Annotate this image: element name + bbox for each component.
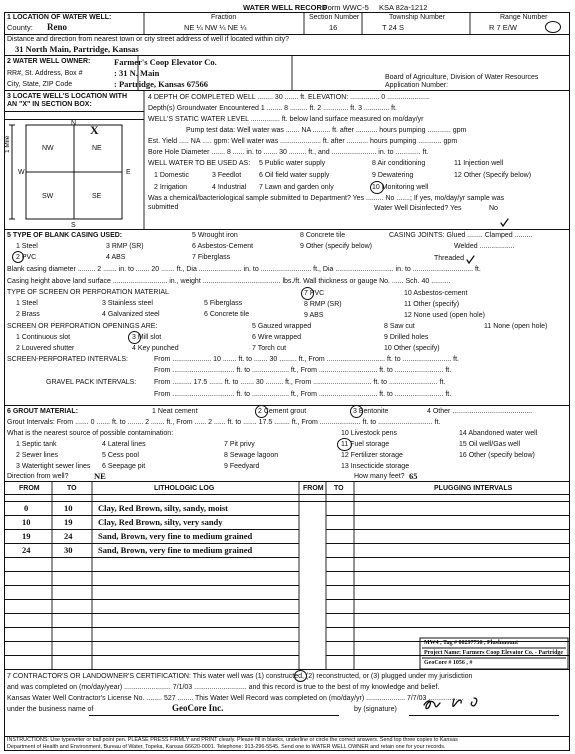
casing-6[interactable]: 6 Asbestos-Cement [192, 243, 254, 250]
disinfected-no[interactable]: No [489, 205, 498, 212]
gravel-pack-interval-1[interactable]: From .......... 17.5 ....... ft. to ....... 30 ......... ft., From .............................. ft. to ......................... ft. [154, 379, 446, 386]
log-row-2-to[interactable]: 19 [64, 517, 73, 527]
screen-9[interactable]: 9 ABS [304, 312, 324, 319]
section-number-value[interactable]: 16 [329, 23, 338, 32]
log-row-3-description[interactable]: Sand, Brown, very fine to medium grained [98, 531, 253, 541]
township-value[interactable]: T 24 S [382, 23, 404, 32]
stamp-line-2: Project Name: Farmers Coop Elevator Co. - Partridge [424, 650, 564, 656]
checkmark-threaded [467, 256, 474, 263]
casing-joints-row[interactable]: CASING JOINTS: Glued ........ Clamped ......... [389, 232, 533, 239]
opening-5[interactable]: 5 Gauzed wrapped [252, 323, 312, 330]
quadrant-sw: SW [42, 193, 54, 200]
gravel-pack-label: GRAVEL PACK INTERVALS: [46, 379, 137, 386]
county-value[interactable]: Reno [47, 22, 67, 32]
city-label: City, State, ZIP Code [7, 81, 73, 88]
use-option-1[interactable]: 1 Domestic [154, 172, 190, 179]
groundwater-depth-row[interactable]: Depth(s) Groundwater Encountered 1 ........ 8 ......... ft. 2 ............. ft. 3 ............. ft. [148, 105, 397, 112]
log-header-lithologic: LITHOLOGIC LOG [154, 485, 215, 492]
log-header-plugging: PLUGGING INTERVALS [434, 485, 513, 492]
grout-1[interactable]: 1 Neat cement [152, 408, 198, 415]
screen-6[interactable]: 6 Concrete tile [204, 311, 250, 318]
water-well-record-form [4, 3, 570, 751]
casing-4[interactable]: 4 ABS [106, 254, 126, 261]
use-option-6[interactable]: 6 Oil field water supply [259, 172, 330, 179]
grout-2[interactable]: 2 Cement grout [258, 408, 307, 415]
casing-9[interactable]: 9 Other (specify below) [300, 243, 372, 250]
checkmark-disinfected [501, 219, 508, 226]
opening-1[interactable]: 1 Continuous slot [16, 334, 71, 341]
submitted-label: submitted [148, 204, 179, 211]
opening-3[interactable]: 3 Mill slot [132, 334, 162, 341]
certification-line-2[interactable]: and was completed on (mo/day/year) ........................ 7/1/03 ........................... and this record is true to the best of my knowledge and belief. [7, 684, 440, 691]
opening-3-circle [128, 331, 141, 344]
how-many-feet-label: How many feet? [354, 473, 405, 480]
log-row-4-description[interactable]: Sand, Brown, very fine to medium grained [98, 545, 253, 555]
contam-7[interactable]: 7 Pit privy [224, 441, 255, 448]
contam-11-circle [337, 438, 352, 451]
contam-5[interactable]: 5 Cess pool [102, 452, 139, 459]
application-number-label: Application Number: [385, 82, 449, 89]
pump-test-row[interactable]: Pump test data: Well water was ....... NA ......... ft. after ........... hours pumping ............ gpm [186, 127, 467, 134]
city-value[interactable]: : Partridge, Kansas 67566 [114, 79, 208, 89]
opening-6[interactable]: 6 Wire wrapped [252, 334, 302, 341]
township-label: Township Number [389, 14, 446, 21]
form-title: WATER WELL RECORD [243, 3, 328, 12]
contam-14[interactable]: 14 Abandoned water well [459, 430, 538, 437]
use-option-7[interactable]: 7 Lawn and garden only [259, 184, 334, 191]
screen-material-title: TYPE OF SCREEN OR PERFORATION MATERIAL [7, 289, 169, 296]
screen-8[interactable]: 8 RMP (SR) [304, 301, 342, 308]
log-row-3-to[interactable]: 24 [64, 531, 73, 541]
section-1-title: 1 LOCATION OF WATER WELL: [7, 14, 112, 21]
quadrant-nw: NW [42, 145, 54, 152]
contam-10[interactable]: 10 Livestock pens [341, 430, 398, 437]
bacteriological-sample-row[interactable]: Was a chemical/bacteriological sample submitted to Department? Yes ......... No .......; If yes, mo/day/yr sample was [148, 195, 505, 202]
range-label: Range Number [500, 14, 548, 21]
static-water-level-row[interactable]: WELL'S STATIC WATER LEVEL ............... ft. below land surface measured on mo/day/yr [148, 116, 424, 123]
estimated-yield-row[interactable]: Est. Yield ..... NA ..... gpm: Well water was ..................... ft. after ........... hours pumping ............ gpm [148, 138, 458, 145]
section-3-title: 3 LOCATE WELL'S LOCATION WITH AN "X" IN SECTION BOX: [7, 93, 128, 108]
gravel-pack-interval-2[interactable]: From ................................ ft. to ................... ft., From .............................. ft. to ......................... ft. [154, 391, 452, 398]
log-row-2-from[interactable]: 10 [22, 517, 31, 527]
screen-2[interactable]: 2 Brass [16, 311, 40, 318]
screen-11[interactable]: 11 Other (specify) [404, 301, 460, 308]
contam-13[interactable]: 13 Insecticide storage [341, 463, 410, 470]
perforated-intervals-label: SCREEN-PERFORATED INTERVALS: [7, 356, 128, 363]
grout-intervals-row[interactable]: Grout Intervals: From ....... 0 ....... ft. to ........ 2 ....... ft., From ...... 2 ...... ft. to ....... 17.5 ........ ft., From ..................... ft. to ............................ ft. [7, 419, 441, 426]
casing-height-row[interactable]: Casing height above land surface ............................ in., weight ........................................ lbs./ft. Wall thickness or gauge No. ...... Sch. 40 .......... [7, 278, 451, 285]
contam-11[interactable]: 11 Fuel storage [341, 441, 390, 448]
use-option-9[interactable]: 9 Dewatering [372, 172, 414, 179]
screen-10[interactable]: 10 Asbestos-cement [404, 290, 468, 297]
contamination-label: What is the nearest source of possible contamination: [7, 430, 174, 437]
log-row-3-from[interactable]: 19 [22, 531, 31, 541]
form-number: Form WWC-5 [323, 3, 369, 12]
casing-2[interactable]: 2 PVC [16, 254, 37, 261]
log-row-4-from[interactable]: 24 [22, 545, 31, 555]
quadrant-se: SE [92, 193, 102, 200]
section-5-title: 5 TYPE OF BLANK CASING USED: [7, 232, 123, 239]
disinfected-label: Water Well Disinfected? Yes [374, 205, 462, 212]
contam-16[interactable]: 16 Other (specify below) [459, 452, 535, 459]
contam-6[interactable]: 6 Seepage pit [102, 463, 146, 470]
screen-4[interactable]: 4 Galvanized steel [102, 311, 160, 318]
signature-label: by (signature) [354, 706, 397, 713]
quadrant-ne: NE [92, 145, 102, 152]
form-ksa: KSA 82a-1212 [379, 3, 428, 12]
casing-welded[interactable]: Welded .................. [454, 243, 515, 250]
opening-2[interactable]: 2 Louvered shutter [16, 345, 75, 352]
use-option-12[interactable]: 12 Other (Specify below) [454, 172, 532, 179]
log-row-4-to[interactable]: 30 [64, 545, 73, 555]
business-name-label: under the business name of [7, 706, 94, 713]
casing-7[interactable]: 7 Fiberglass [192, 254, 231, 261]
log-row-1-from[interactable]: 0 [24, 503, 29, 513]
how-many-feet-value[interactable]: 65 [409, 471, 418, 481]
compass-east: E [126, 169, 131, 176]
county-label: County: [7, 23, 33, 32]
board-label: Board of Agriculture, Division of Water Resources [385, 74, 539, 81]
stamp-line-3: GeoCore # 1056 , # [424, 660, 473, 666]
bore-hole-row[interactable]: Bore Hole Diameter ....... 8 ...... in. to ....... 30 ......... ft., and ....................... in. to ............. ft. [148, 149, 429, 156]
screen-7-circle [301, 287, 314, 300]
use-option-8[interactable]: 8 Air conditioning [372, 160, 426, 167]
contam-2[interactable]: 2 Sewer lines [16, 452, 59, 459]
screen-7[interactable]: 7 PVC [304, 290, 325, 297]
distance-label: Distance and direction from nearest town or city street address of well if located within city? [7, 36, 290, 43]
instructions-line-2: Department of Health and Environment, Bureau of Water, Topeka, Kansas 66620-0001. Telephone: 913-296-5545. Send one to WATER WELL OWNER and retain one for your records. [7, 744, 446, 750]
grout-4[interactable]: 4 Other ......................................... [427, 408, 533, 415]
use-option-11[interactable]: 11 Injection well [454, 160, 504, 167]
contam-8[interactable]: 8 Sewage lagoon [224, 452, 279, 459]
compass-north: N [71, 120, 77, 127]
use-option-5[interactable]: 5 Public water supply [259, 160, 326, 167]
direction-label: Direction from well? [7, 473, 69, 480]
opening-7[interactable]: 7 Torch cut [252, 345, 287, 352]
casing-3[interactable]: 3 RMP (SR) [106, 243, 144, 250]
contam-12[interactable]: 12 Fertilizer storage [341, 452, 403, 459]
opening-8[interactable]: 8 Saw cut [384, 323, 415, 330]
log-header-from: FROM [19, 485, 40, 492]
use-option-3[interactable]: 3 Feedlot [212, 172, 242, 179]
log-row-1-description[interactable]: Clay, Red Brown, silty, sandy, moist [98, 503, 228, 513]
street-address-value[interactable]: : 31 N. Main [114, 68, 160, 78]
casing-threaded[interactable]: Threaded [434, 255, 464, 262]
range-value[interactable]: R 7 E/W [489, 23, 517, 32]
use-option-10[interactable]: 10 Monitoring well [372, 184, 429, 191]
use-option-2[interactable]: 2 Irrigation [154, 184, 188, 191]
log-header-plug-from: FROM [303, 485, 324, 492]
certification-1-circle [294, 670, 307, 682]
log-row-1-to[interactable]: 10 [64, 503, 73, 513]
grout-3-circle [350, 405, 363, 418]
stamp-line-1: MW4 , Tag # 00297736 , Flushmount [424, 640, 519, 646]
instructions-line-1: INSTRUCTIONS: Use typewriter or ball point pen. PLEASE PRESS FIRMLY and PRINT clearly. Please fill in blanks, underline or circle the correct answers. Send top three copies to Kansas [7, 737, 458, 743]
perforated-interval-2[interactable]: From ................................ ft. to ................... ft., From .............................. ft. to ......................... ft. [154, 367, 452, 374]
direction-value[interactable]: NE [94, 471, 106, 481]
section-2-title: 2 WATER WELL OWNER: [7, 58, 91, 65]
business-name-underline [89, 715, 339, 716]
owner-value[interactable]: Farmer's Coop Elevator Co. [114, 57, 217, 67]
contam-3[interactable]: 3 Watertight sewer lines [16, 463, 91, 470]
log-header-to: TO [67, 485, 77, 492]
use-option-4[interactable]: 4 Industrial [212, 184, 247, 191]
opening-10[interactable]: 10 Other (specify) [384, 345, 440, 352]
casing-2-circle [12, 251, 24, 263]
casing-diameter-row[interactable]: Blank casing diameter ......... 2 ....... in. to ....... 20 ....... ft., Dia ...................... in. to .......................... ft., Dia .............................. in. to ............................... ft. [7, 266, 481, 273]
screen-1[interactable]: 1 Steel [16, 300, 38, 307]
screen-3[interactable]: 3 Stainless steel [102, 300, 153, 307]
casing-1[interactable]: 1 Steel [16, 243, 38, 250]
location-x-mark[interactable]: X [90, 123, 99, 137]
water-use-label: WELL WATER TO BE USED AS: [148, 160, 251, 167]
opening-9[interactable]: 9 Drilled holes [384, 334, 429, 341]
address-label: RR#, St. Address, Box # [7, 70, 83, 77]
certification-line-3[interactable]: Kansas Water Well Contractor's License No. ........ 527 ........ This Water Well Record was completed on (mo/day/yr) .................... 7/7/03 .................. [7, 695, 464, 702]
one-mile-scale-label: 1 Mile [4, 135, 11, 153]
log-row-2-description[interactable]: Clay, Red Brown, silty, very sandy [98, 517, 223, 527]
section-6-title: 6 GROUT MATERIAL: [7, 408, 79, 415]
perforated-interval-1[interactable]: From .................... 10 ....... ft. to ....... 30 ......... ft., From .............................. ft. to ......................... ft. [154, 356, 459, 363]
contam-15[interactable]: 15 Oil well/Gas well [459, 441, 521, 448]
depth-completed-row[interactable]: 4 DEPTH OF COMPLETED WELL ........ 30 ....... ft. ELEVATION: ............... 0 ...................... [148, 94, 430, 101]
log-header-plug-to: TO [334, 485, 344, 492]
casing-8[interactable]: 8 Concrete tile [300, 232, 346, 239]
compass-south: S [71, 222, 76, 229]
grout-3[interactable]: 3 Bentonite [353, 408, 389, 415]
fraction-value[interactable]: NE ¼ NW ¼ NE ¼ [184, 23, 247, 32]
business-name-value[interactable]: GeoCore Inc. [172, 703, 224, 713]
screen-5[interactable]: 5 Fiberglass [204, 300, 243, 307]
contam-1[interactable]: 1 Septic tank [16, 441, 57, 448]
contam-4[interactable]: 4 Lateral lines [102, 441, 146, 448]
address-value[interactable]: 31 North Main, Partridge, Kansas [15, 44, 139, 54]
signature-line [409, 715, 559, 716]
contam-9[interactable]: 9 Feedyard [224, 463, 260, 470]
openings-title: SCREEN OR PERFORATION OPENINGS ARE: [7, 323, 158, 330]
compass-west: W [18, 169, 25, 176]
use-10-circle [370, 181, 384, 194]
screen-12[interactable]: 12 None used (open hole) [404, 312, 485, 319]
grout-2-circle [255, 405, 268, 418]
casing-5[interactable]: 5 Wrought iron [192, 232, 238, 239]
fraction-label: Fraction [211, 14, 237, 21]
section-number-label: Section Number [309, 14, 360, 21]
certification-line-1: 7 CONTRACTOR'S OR LANDOWNER'S CERTIFICATION: This water well was (1) constructed, (2) reconstructed, or (3) plugged under my jurisdiction [7, 673, 473, 680]
range-e-w-circle [545, 21, 561, 33]
opening-11[interactable]: 11 None (open hole) [484, 323, 548, 330]
opening-4[interactable]: 4 Key punched [132, 345, 179, 352]
